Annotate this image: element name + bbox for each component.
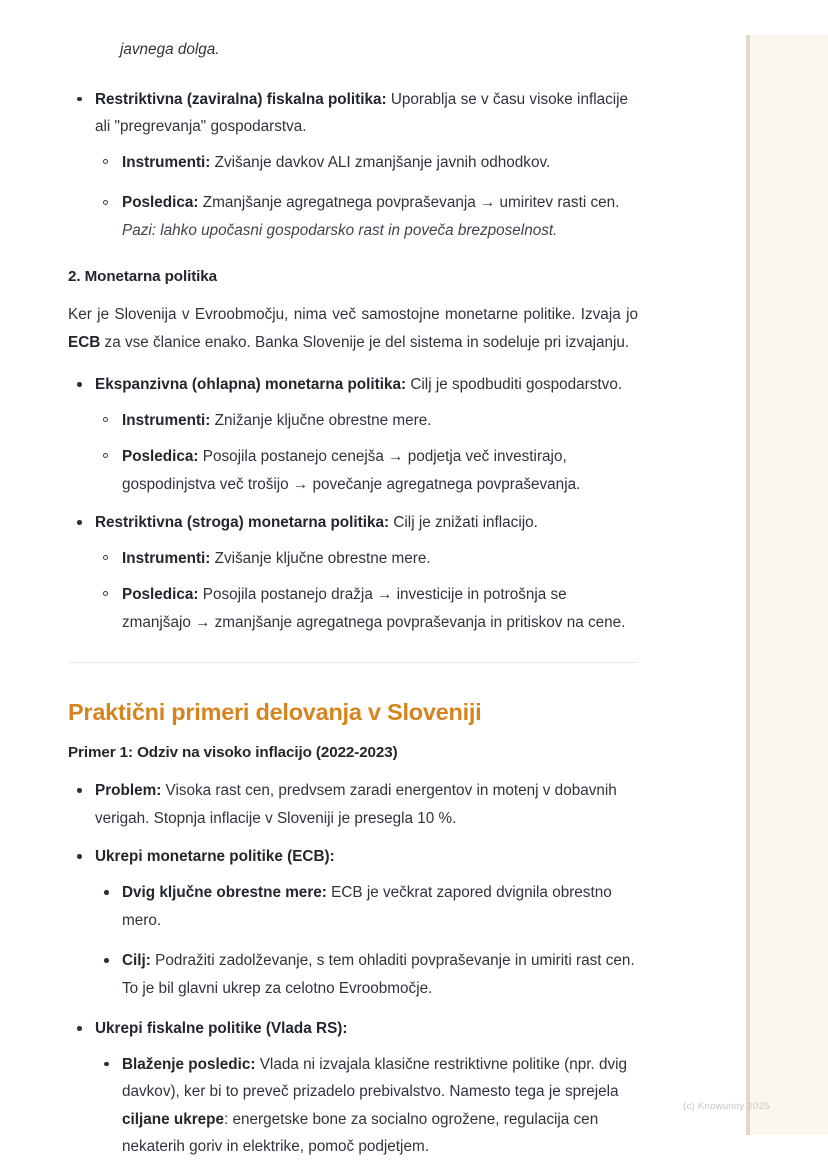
list-item-label: Posledica: xyxy=(122,586,199,604)
list-item-text: Znižanje ključne obrestne mere. xyxy=(210,411,432,429)
list-item-label: Problem: xyxy=(95,782,162,800)
bullet-circle-icon xyxy=(103,417,108,422)
list-item-label: Ukrepi monetarne politike (ECB): xyxy=(95,848,335,866)
list-item xyxy=(95,581,638,636)
list-item-text-a: Vlada ni izvajala klasične restriktivne politike (npr. dvig davkov), ker bi to preveč prizadelo prebivalstvo. Namesto tega je sprejela xyxy=(122,1055,628,1101)
list-item-text-b: : energetske bone za socialno ogrožene, regulacija cen nekaterih goriv in elektrike, pomoč podjetjem. xyxy=(122,1110,599,1156)
fiscal-policy-list xyxy=(68,86,638,245)
ecb-abbreviation: ECB xyxy=(68,334,101,352)
bullet-disc-icon xyxy=(77,382,82,387)
list-item xyxy=(95,947,638,1002)
list-item-label: Instrumenti: xyxy=(122,411,211,429)
list-item-label: Instrumenti: xyxy=(122,549,211,567)
list-item xyxy=(95,879,638,934)
bullet-disc-icon xyxy=(104,890,109,895)
bullet-disc-icon xyxy=(104,1062,109,1067)
bullet-disc-icon xyxy=(77,520,82,525)
list-item-text: Zmanjšanje agregatnega povpraševanja → umiritev rasti cen. xyxy=(198,194,620,212)
list-item xyxy=(95,545,638,573)
list-item-text: ECB je večkrat zapored dvignila obrestno mero. xyxy=(122,883,612,929)
list-item-text: Zvišanje ključne obrestne mere. xyxy=(210,549,431,567)
bullet-disc-icon xyxy=(77,854,82,859)
list-item xyxy=(95,407,638,435)
bullet-circle-icon xyxy=(103,453,108,458)
list-item xyxy=(95,443,638,498)
note-content xyxy=(68,36,638,1174)
list-item xyxy=(95,1051,638,1161)
copyright-watermark: (c) Knowunity 2025 xyxy=(683,1101,770,1112)
list-item-text: Uporablja se v času visoke inflacije ali "pregrevanja" gospodarstva. xyxy=(95,90,629,136)
intro-text-pre: Ker je Slovenija v Evroobmočju, nima več samostojne monetarne politike. Izvaja jo xyxy=(68,306,638,324)
targeted-measures-emphasis: ciljane ukrepe xyxy=(122,1110,225,1128)
list-item-label: Ekspanzivna (ohlapna) monetarna politika: xyxy=(95,376,407,394)
bullet-circle-icon xyxy=(103,200,108,205)
list-item-label: Restriktivna (stroga) monetarna politika: xyxy=(95,514,390,532)
bullet-disc-icon xyxy=(104,958,109,963)
monetary-measures-sublist xyxy=(95,879,638,1002)
bullet-circle-icon xyxy=(103,555,108,560)
list-item-label: Ukrepi fiskalne politike (Vlada RS): xyxy=(95,1020,348,1038)
restrictive-sublist xyxy=(95,545,638,637)
list-item-text: Visoka rast cen, predvsem zaradi energentov in motenj v dobavnih verigah. Stopnja inflacije v Sloveniji je presegla 10 %. xyxy=(95,782,617,827)
list-item-label: Posledica: xyxy=(122,194,199,212)
monetary-policy-intro xyxy=(68,301,638,357)
list-item-text: Posojila postanejo dražja → investicije in potrošnja se zmanjšajo → zmanjšanje agregatnega povpraševanja in pritiskov na cene. xyxy=(122,586,626,631)
list-item-label: Restriktivna (zaviralna) fiskalna politika: xyxy=(95,90,387,108)
list-item xyxy=(95,149,638,177)
list-item-text: Cilj je znižati inflacijo. xyxy=(389,514,538,532)
intro-text-post: za vse članice enako. Banka Slovenije je del sistema in sodeluje pri izvajanju. xyxy=(100,334,630,352)
list-item-text: Zvišanje davkov ALI zmanjšanje javnih odhodkov. xyxy=(210,153,551,171)
practical-examples-heading: Praktični primeri delovanja v Sloveniji xyxy=(68,699,482,726)
expansionary-sublist xyxy=(95,407,638,499)
page-edge-strip xyxy=(746,35,828,1135)
list-item xyxy=(68,777,638,832)
list-item-text: Cilj je spodbuditi gospodarstvo. xyxy=(406,376,623,394)
bullet-disc-icon xyxy=(77,1026,82,1031)
list-item xyxy=(68,371,638,498)
list-item-label: Blaženje posledic: xyxy=(122,1055,256,1073)
bullet-disc-icon xyxy=(77,97,82,102)
bullet-circle-icon xyxy=(103,159,108,164)
fiscal-measures-sublist xyxy=(95,1051,638,1161)
monetary-policy-heading: 2. Monetarna politika xyxy=(68,268,217,286)
list-item-text: Posojila postanejo cenejša → podjetja več investirajo, gospodinjstva več trošijo → povečanje agregatnega povpraševanja. xyxy=(122,448,581,493)
monetary-policy-list xyxy=(68,371,638,636)
list-item xyxy=(68,86,638,245)
list-item-note: Pazi: lahko upočasni gospodarsko rast in poveča brezposelnost. xyxy=(122,221,558,239)
section-divider xyxy=(68,662,638,663)
list-item-label: Posledica: xyxy=(122,448,199,466)
list-item xyxy=(95,189,638,244)
list-item xyxy=(68,509,638,636)
list-item-label: Instrumenti: xyxy=(122,153,211,171)
list-item xyxy=(68,843,638,1002)
practical-examples-list xyxy=(68,777,638,1160)
bullet-disc-icon xyxy=(77,788,82,793)
list-item-text: Podražiti zadolževanje, s tem ohladiti povpraševanje in umiriti rast cen. To je bil glavni ukrep za celotno Evroobmočje. xyxy=(122,952,635,997)
continuation-italic-text: javnega dolga. xyxy=(120,41,220,58)
list-item xyxy=(68,1015,638,1161)
bullet-circle-icon xyxy=(103,591,108,596)
list-item-label: Dvig ključne obrestne mere: xyxy=(122,883,327,901)
example-1-heading: Primer 1: Odziv na visoko inflacijo (2022-2023) xyxy=(68,744,398,762)
list-item-label: Cilj: xyxy=(122,952,151,970)
fiscal-policy-sublist xyxy=(95,149,638,245)
